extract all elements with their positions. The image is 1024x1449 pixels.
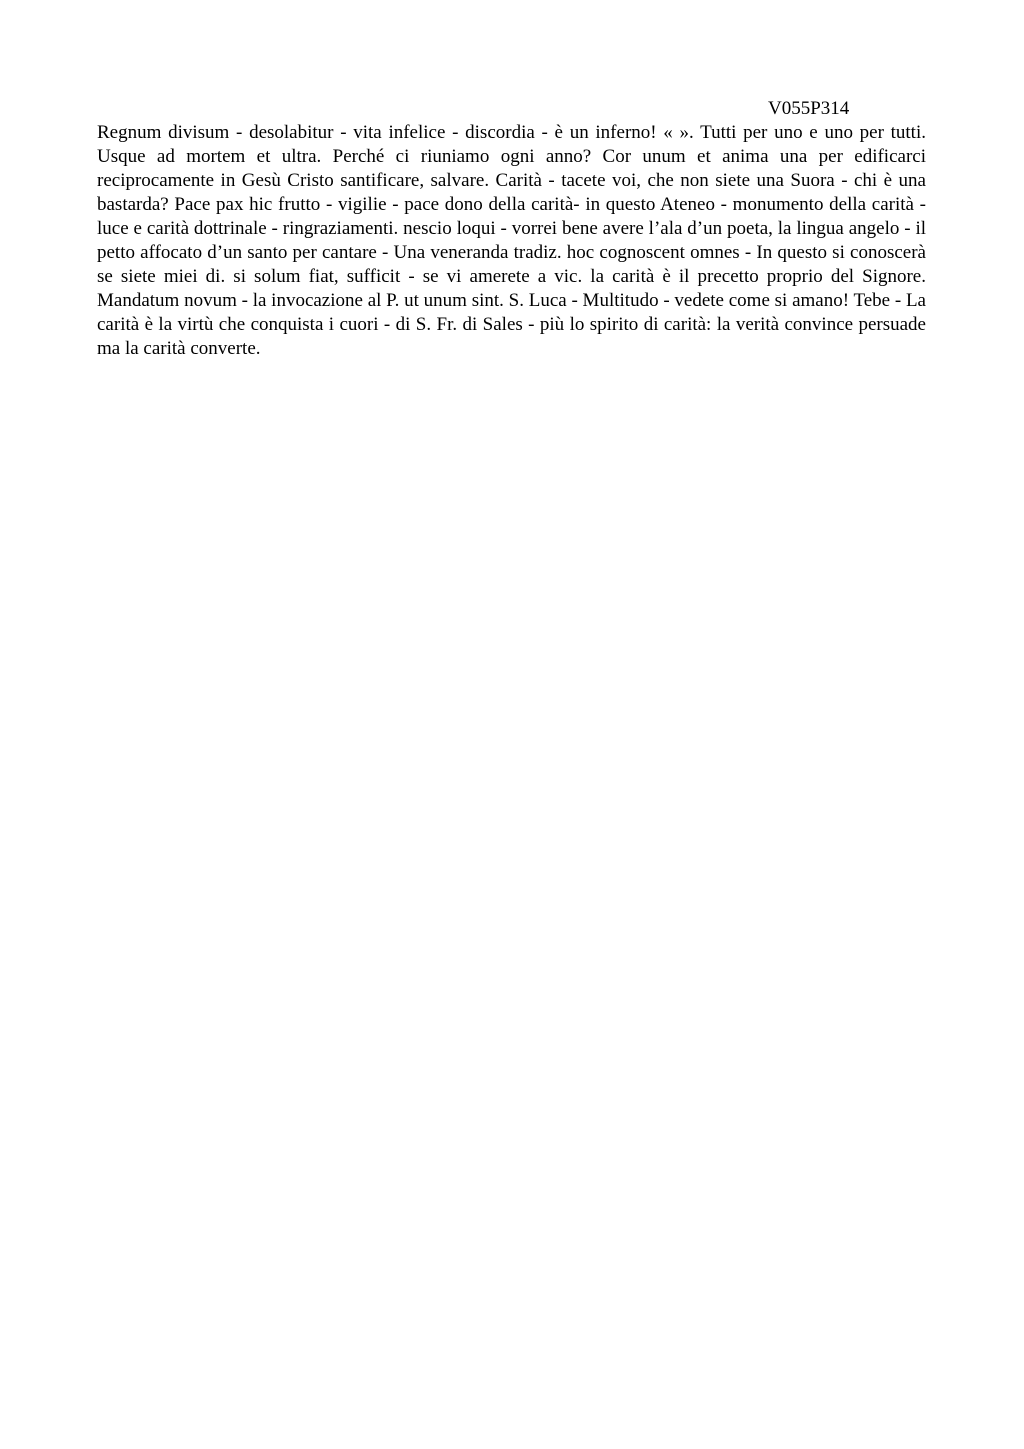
body-paragraph: Regnum divisum - desolabitur - vita infelice - discordia - è un inferno! « ». Tutti per uno e uno per tutti. Usque ad mortem et ultra. Perché ci riuniamo ogni anno? Cor unum et anima una per edificarci reciprocamente in Gesù Cristo santificare, salvare. Carità - tacete voi, che non siete una Suora - chi è una bastarda? Pace pax hic frutto - vigilie - pace dono della carità- in questo Ateneo - monumento della carità - luce e carità dottrinale - ringraziamenti. nescio loqui - vorrei bene avere l’ala d’un poeta, la lingua angelo - il petto affocato d’un santo per cantare - Una veneranda tradiz. hoc cognoscent omnes - In questo si conoscerà se siete miei di. si solum fiat, sufficit - se vi amerete a vic. la carità è il precetto proprio del Signore. Mandatum novum - la invocazione al P. ut unum sint. S. Luca - Multitudo - vedete come si amano! Tebe - La carità è la virtù che conquista i cuori - di S. Fr. di Sales - più lo spirito di carità: la verità convince persuade ma la carità converte. xyxy=(97,122,926,359)
page-identifier: V055P314 xyxy=(768,98,850,119)
